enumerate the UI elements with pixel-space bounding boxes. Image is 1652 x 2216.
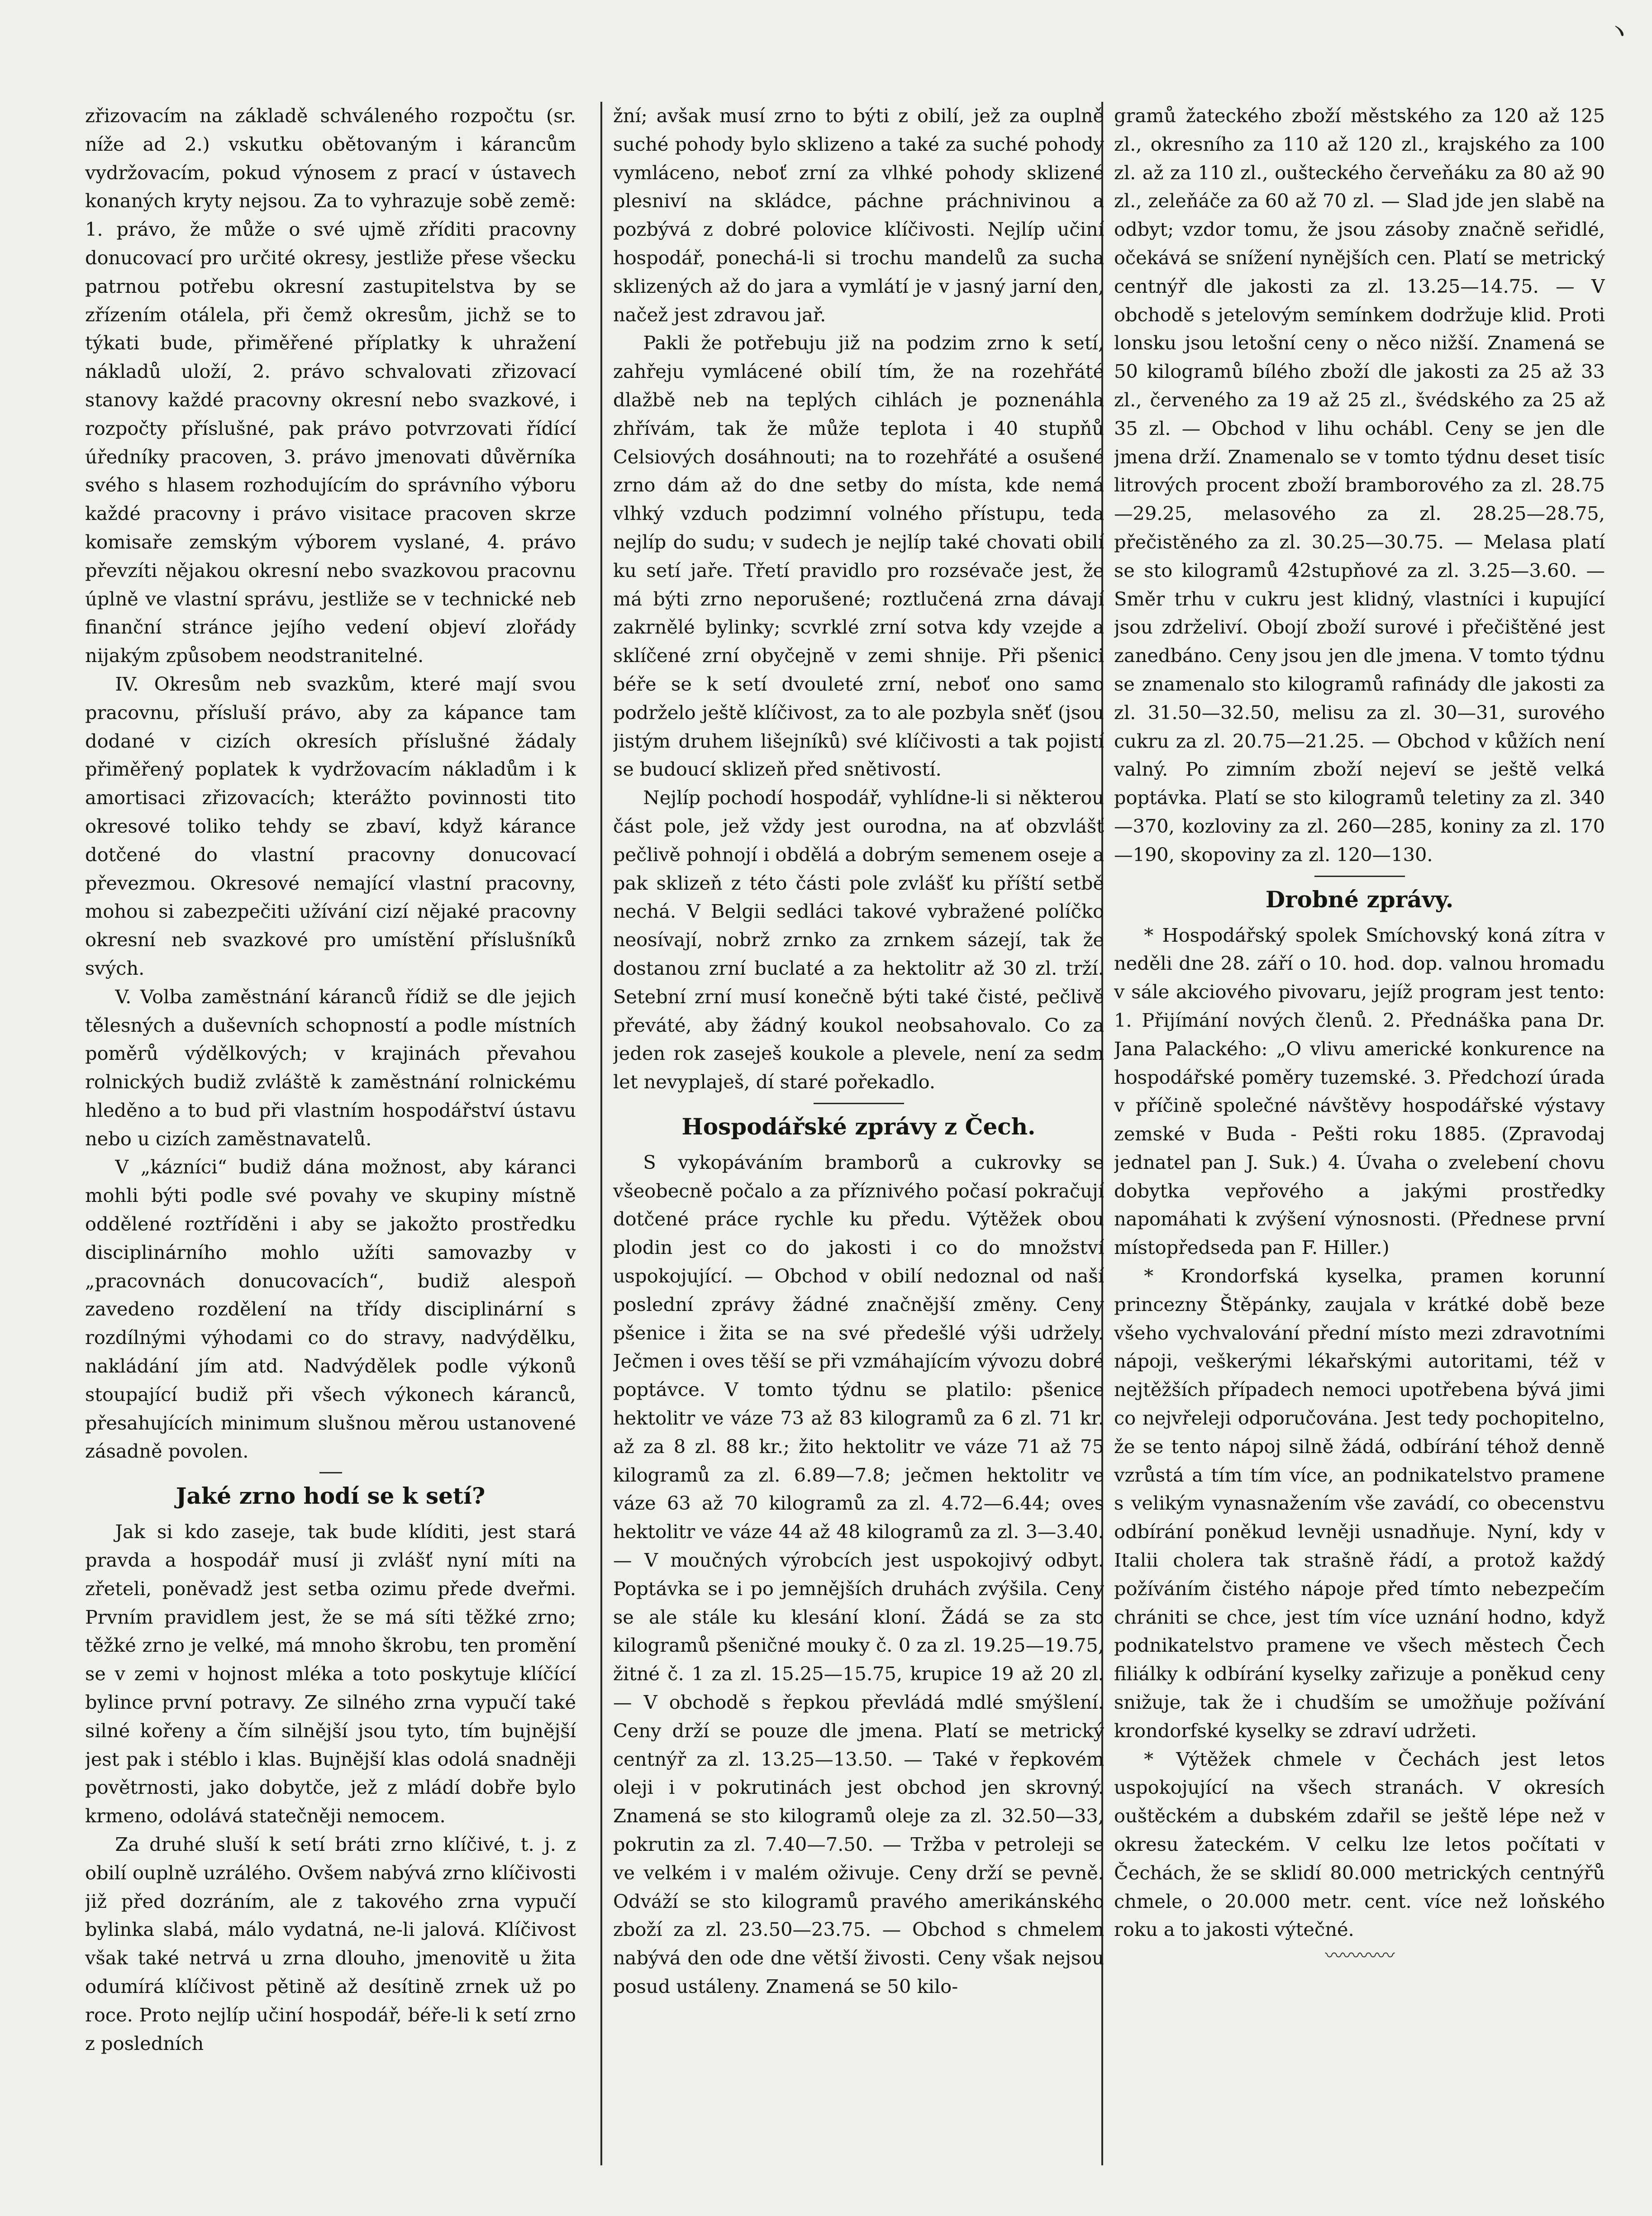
- paragraph: Jak si kdo zaseje, tak bude klíditi, jest stará pravda a hospodář musí ji zvlášť nyní míti na zřeteli, poněvadž jest setba ozimu přede dveřmi. Prvním pravidlem jest, že se má síti těžké zrno; těžké zrno je velké, má mnoho škrobu, ten promění se v zemi v hojnost mléka a toto poskytuje klíčící bylince první potravy. Ze silného zrna vypučí také silné kořeny a čím silnější jsou tyto, tím bujnější jest pak i stéblo i klas. Bujnější klas odolá snadněji povětrnosti, jako dobytče, jež z mládí dobře bylo krmeno, odolává statečněji nemocem.: [85, 1520, 576, 1827]
- separator: [814, 1103, 904, 1104]
- column-3: [1114, 102, 1605, 2165]
- paragraph: žní; avšak musí zrno to býti z obilí, jež za ouplně suché pohody bylo sklizeno a také za suché pohody vymláceno, neboť zrní za vlhké pohody sklizené plesniví na skládce, páchne práchnivinou a pozbývá z dobré polovice klíčivosti. Nejlíp učiní hospodář, ponechá-li si trochu mandelů za sucha sklizených až do jara a vymlátí je v jasný jarní den, načež jest zdravou jař.: [613, 105, 1104, 326]
- paragraph: V „kázníci“ budiž dána možnost, aby káranci mohli býti podle své povahy ve skupiny místně oddělené roztříděni i aby se jakožto prostředku disciplinárního mohlo užíti samovazby v „pracovnách donucovacích“, budiž alespoň zavedeno rozdělení na třídy disciplinární s rozdílnými výhodami co do stravy, nadvýdělku, nakládání jím atd. Nadvýdělek podle výkonů stoupající budiž při všech výkonech káranců, přesahujících minimum slušnou měrou ustanovené zásadně povolen.: [85, 1156, 576, 1463]
- paragraph: * Krondorfská kyselka, pramen korunní princezny Štěpánky, zaujala v krátké době beze všeho vychvalování přední místo mezi zdravotními nápoji, veškerými lékařskými autoritami, též v nejtěžších případech nemoci upotřebena bývá jimi co nejvřeleji odporučována. Jest tedy pochopitelno, že se tento nápoj silně žádá, odbírání téhož denně vzrůstá a tím tím více, an podnikatelstvo pramene s velikým vynasnažením vše zavádí, co obecenstvu odbírání poněkud levněji usnadňuje. Nyní, kdy v Italii cholera tak strašně řádí, a protož každý požíváním čistého nápoje před tímto nebezpečím chrániti se chce, jest tím více uznání hodno, když podnikatelstvo pramene ve všech městech Čech filiálky k odbírání kyselky zařizuje a poněkud ceny snižuje, tak že i chudším se umožňuje požívání krondorfské kyselky se zdraví udržeti.: [1114, 1265, 1605, 1742]
- paragraph: * Hospodářský spolek Smíchovský koná zítra v neděli dne 28. září o 10. hod. dop. valnou hromadu v sále akciového pivovaru, jejíž program jest tento: 1. Přijímání nových členů. 2. Přednáška pana Dr. Jana Palackého: „O vlivu americké konkurence na hospodářské poměry tuzemské. 3. Předchozí úrada v příčině společné návštěvy hospodářské výstavy zemské v Buda - Pešti roku 1885. (Zpravodaj jednatel pan J. Suk.) 4. Úvaha o zvelebení chovu dobytka vepřového a jakými prostředky napomáhati k zvýšení výnosnosti. (Přednese první místopředseda pan F. Hiller.): [1114, 924, 1605, 1259]
- column-2: [613, 102, 1104, 2165]
- paragraph: Pakli že potřebuju již na podzim zrno k setí, zahřeju vymlácené obilí tím, že na rozehřáté dlažbě neb na teplých cihlách je poznenáhla zhřívám, tak že může teplota i 40 stupňů Celsiových dosáhnouti; na to rozehřáté a osušené zrno dám až do dne setby do místa, kde nemá vlhký vzduch podzimní volného přístupu, teda nejlíp do sudu; v sudech je nejlíp také chovati obilí ku setí jaře. Třetí pravidlo pro rozsévače jest, že má býti zrno neporušené; roztlučená zrna dávají zakrnělé bylinky; scvrklé zrní sotva kdy vzejde a sklíčené zrní obyčejně v zemi shnije. Při pšenici béře se k setí dvouleté zrní, neboť ono samo podrželo ještě klíčivost, za to ale pozbyla sněť (jsou jistým druhem lišejníků) své klíčivosti a tak pojistí se budoucí sklizeň před snětivostí.: [613, 332, 1104, 781]
- paragraph: V. Volba zaměstnání káranců řídiž se dle jejich tělesných a duševních schopností a podle místních poměrů výdělkových; v krajinách převahou rolnických budiž zvláště k zaměstnání rolnickému hleděno a to bud při vlastním hospodářství ústavu nebo u cizích zaměstnavatelů.: [85, 985, 576, 1150]
- paragraph: gramů žateckého zboží městského za 120 až 125 zl., okresního za 110 až 120 zl., krajského za 100 zl. až za 110 zl., oušteckého červeňáku za 80 až 90 zl., zeleňáče za 60 až 70 zl. — Slad jde jen slabě na odbyt; vzdor tomu, že jsou zásoby značně seřidlé, očekává se snížení nynějších cen. Platí se metrický centnýř dle jakosti za zl. 13.25—14.75. — V obchodě s jetelovým semínkem dodržuje klid. Proti lonsku jsou letošní ceny o něco nižší. Znamená se 50 kilogramů bílého zboží dle jakosti za 25 až 33 zl., červeného za 19 až 25 zl., švédského za 25 až 35 zl. — Obchod v lihu ochábl. Ceny se jen dle jmena drží. Znamenalo se v tomto týdnu deset tisíc litrových procent zboží bramborového za zl. 28.75—29.25, melasového za zl. 28.25—28.75, přečistěného za zl. 30.25—30.75. — Melasa platí se sto kilogramů 42stupňové za zl. 3.25—3.60. — Směr trhu v cukru jest klidný, vlastníci i kupující jsou zdrželiví. Obojí zboží surové i přečištěné jest zanedbáno. Ceny jsou jen dle jmena. V tomto týdnu se znamenalo sto kilogramů rafinády dle jakosti za zl. 31.50—32.50, melisu za zl. 30—31, surového cukru za zl. 20.75—21.25. — Obchod v kůžích není valný. Po zimním zboží nejeví se ještě velká poptávka. Platí se sto kilogramů teletiny za zl. 340—370, kozloviny za zl. 260—285, koniny za zl. 170—190, skopoviny za zl. 120—130.: [1114, 105, 1605, 866]
- paragraph: zřizovacím na základě schváleného rozpočtu (sr. níže ad 2.) vskutku obětovaným i kárancům vydržovacím, pokud výnosem z prací v ústavech konaných kryty nejsou. Za to vyhrazuje sobě země: 1. právo, že může o své ujmě zříditi pracovny donucovací pro určité okresy, jestliže přese všecku patrnou potřebu okresní zastupitelstva by se zřízením otálela, při čemž okresům, jichž se to týkati bude, přiměřené příplatky k uhražení nákladů uloží, 2. právo schvalovati zřizovací stanovy každé pracovny okresní nebo svazkové, i rozpočty příslušné, pak právo potvrzovati řídící úředníky pracoven, 3. právo jmenovati důvěrníka svého s hlasem rozhodujícím do správního výboru každé pracovny i právo visitace pracoven skrze komisaře zemským výborem vyslané, 4. právo převzíti nějakou okresní nebo svazkovou pracovnu úplně ve vlastní správu, jestliže se v technické neb finanční stránce jejího vedení objeví zlořády nijakým způsobem neodstranitelné.: [85, 105, 576, 667]
- article-heading: Jaké zrno hodí se k setí?: [176, 1482, 486, 1510]
- column-1: [85, 102, 576, 2165]
- column-rule-1: [600, 102, 602, 2165]
- end-ornament: 〰〰〰〰: [1325, 1945, 1394, 1967]
- paragraph: Za druhé sluší k setí bráti zrno klíčivé, t. j. z obilí ouplně uzrálého. Ovšem nabývá zrno klíčivosti již před dozráním, ale z takového zrna vypučí bylinka slabá, málo vydatná, ne-li jalová. Klíčivost však také netrvá u zrna dlouho, jmenovitě u žita odumírá klíčivost pětině až desítině zrnek už po roce. Proto nejlíp učiní hospodář, béře-li k setí zrno z posledních: [85, 1833, 576, 2054]
- separator: [1314, 876, 1405, 877]
- article-heading: Hospodářské zprávy z Čech.: [681, 1113, 1036, 1140]
- article-heading: Drobné zprávy.: [1265, 886, 1454, 913]
- paragraph: IV. Okresům neb svazkům, které mají svou pracovnu, přísluší právo, aby za káрance tam dodané v cizích okresích příslušné žádaly přiměřený poplatek k vydržovacím nákladům i k amortisaci zřizovacích; kterážto povinnosti tito okresové toliko tehdy se zbaví, když kárance dotčené do vlastní pracovny donucovací převezmou. Okresové nemající vlastní pracovny, mohou si zabezpečiti užívání cizí nějaké pracovny okresní neb svazkové pro umístění příslušníků svých.: [85, 672, 576, 979]
- paragraph: S vykopáváním bramborů a cukrovky se všeobecně počalo a za příznivého počasí pokračují dotčené práce rychle ku předu. Výtěžek obou plodin jest co do jakosti i co do množství uspokojující. — Obchod v obilí nedoznal od naší poslední zprávy žádné značnější změny. Ceny pšenice i žita se na své předešlé výši udržely. Ječmen i oves těší se při vzmáhajícím vývozu dobré poptávce. V tomto týdnu se platilo: pšenice hektolitr ve váze 73 až 83 kilogramů za 6 zl. 71 kr. až za 8 zl. 88 kr.; žito hektolitr ve váze 71 až 75 kilogramů za zl. 6.89—7.8; ječmen hektolitr ve váze 63 až 70 kilogramů za zl. 4.72—6.44; oves hektolitr ve váze 44 až 48 kilogramů za zl. 3—3.40. — V moučných výrobcích jest uspokojivý odbyt. Poptávka se i po jemnějších druhách zvýšila. Ceny se ale stále ku klesání kloní. Žádá se za sto kilogramů pšeničné mouky č. 0 za zl. 19.25—19.75, žitné č. 1 za zl. 15.25—15.75, krupice 19 až 20 zl. — V obchodě s řepkou převládá mdlé smýšlení. Ceny drží se pouze dle jmena. Platí se metrický centnýř za zl. 13.25—13.50. — Také v řepkovém oleji i v pokrutinách jest obchod jen skrovný. Znamená se sto kilogramů oleje za zl. 32.50—33, pokrutin za zl. 7.40—7.50. — Tržba v petroleji se ve velkém i v malém oživuje. Ceny drží se pevně. Odváží se sto kilogramů pravého amerikánského zboží za zl. 23.50—23.75. — Obchod s chmelem nabývá den ode dne větší živosti. Ceny však nejsou posud ustáleny. Znamená se 50 kilo-: [613, 1151, 1104, 1997]
- corner-mark: ヽ: [1605, 16, 1633, 48]
- paragraph: Nejlíp pochodí hospodář, vyhlídne-li si některou část pole, jež vždy jest ourodna, na ať obzvlášť pečlivě pohnojí i obdělá a dobrým semenem oseje a pak sklizeň z této části pole zvlášť ku příští setbě nechá. V Belgii sedláci takové vybražené políčko neosívají, nobrž zrnko za zrnkem sázejí, tak že dostanou zrní buclaté a za hektolitr až 30 zl. trží. Setební zrní musí konečně býti také čisté, pečlivě převáté, aby žádný koukol neobsahovalo. Co za jeden rok zaseješ koukole a plevele, není za sedm let nevyplaješ, dí staré pořekadlo.: [613, 786, 1104, 1093]
- separator: [319, 1472, 342, 1473]
- paragraph: * Výtěžek chmele v Čechách jest letos uspokojující na všech stranách. V okresích ouštěckém a dubském zdařil se ještě lépe než v okresu žateckém. V celku lze letos počítati v Čechách, že se sklidí 80.000 metrických centnýřů chmele, o 20.000 metr. cent. více než loňského roku a to jakosti výtečné.: [1114, 1748, 1605, 1941]
